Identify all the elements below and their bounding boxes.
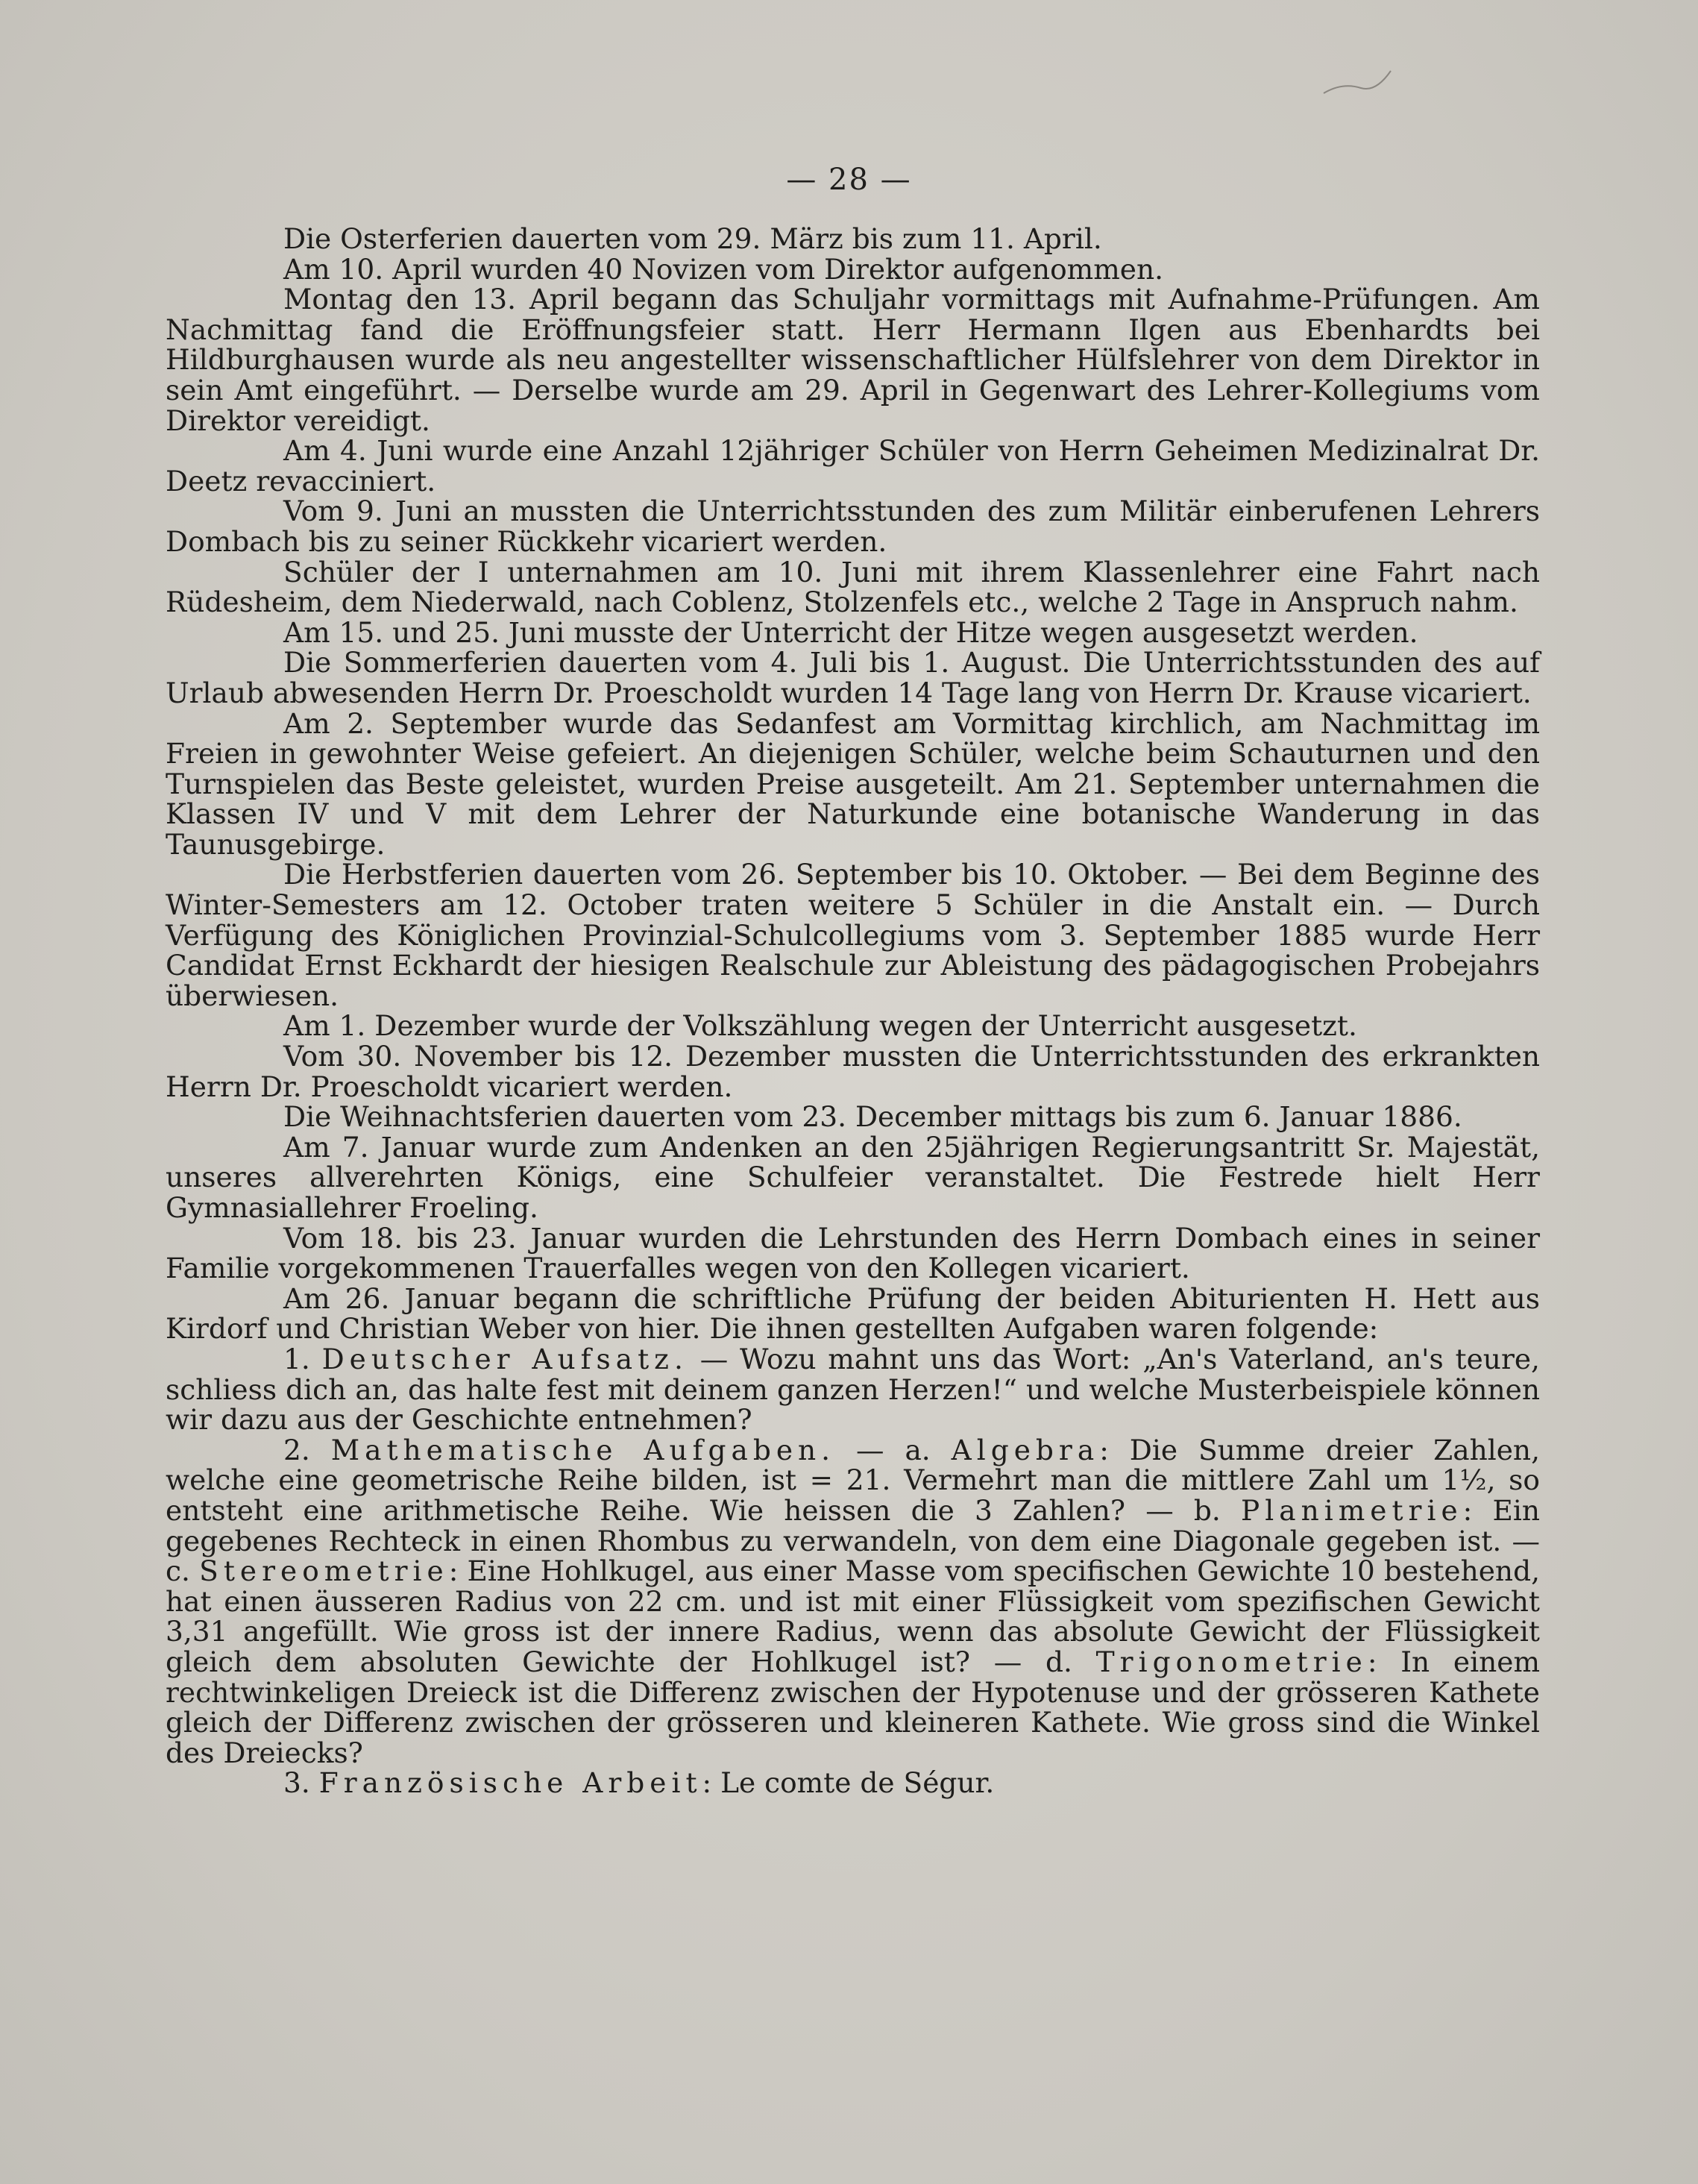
paragraph: Am 4. Juni wurde eine Anzahl 12jähriger Schüler von Herrn Geheimen Medizinalrat Dr. Deetz revacciniert. xyxy=(166,434,1540,498)
spaced-heading: Trigonometrie xyxy=(1095,1645,1368,1678)
paragraph: Die Weihnachtsferien dauerten vom 23. December mittags bis zum 6. Januar 1886. xyxy=(283,1100,1462,1134)
paragraph: Schüler der I unternahmen am 10. Juni mit ihrem Klassenlehrer eine Fahrt nach Rüdesheim, dem Niederwald, nach Coblenz, Stolzenfels etc., welche 2 Tage in Anspruch nahm. xyxy=(166,555,1540,619)
body-text xyxy=(166,224,1540,1798)
spaced-heading: Mathematische Aufgaben. xyxy=(330,1433,836,1466)
paragraph: Die Sommerferien dauerten vom 4. Juli bis 1. August. Die Unterrichtsstunden des auf Urlaub abwesenden Herrn Dr. Proescholdt wurden 14 Tage lang von Herrn Dr. Krause vicariert. xyxy=(166,646,1540,709)
paragraph: Am 7. Januar wurde zum Andenken an den 25jährigen Regierungsantritt Sr. Majestät, unseres allverehrten Königs, eine Schulfeier veranstaltet. Die Festrede hielt Herr Gymnasiallehrer Froeling. xyxy=(166,1130,1540,1224)
paragraph: Vom 9. Juni an mussten die Unterrichtsstunden des zum Militär einberufenen Lehrers Dombach bis zu seiner Rückkehr vicariert werden. xyxy=(166,495,1540,558)
spaced-heading: Algebra xyxy=(951,1433,1100,1466)
paragraph: Vom 18. bis 23. Januar wurden die Lehrstunden des Herrn Dombach eines in seiner Familie vorgekommenen Trauerfalles wegen von den Kollegen vicariert. xyxy=(166,1221,1540,1285)
spaced-heading: Deutscher Aufsatz. xyxy=(321,1342,688,1375)
paragraph: 1. Deutscher Aufsatz. — Wozu mahnt uns das Wort: „An's Vaterland, an's teure, schliess dich an, das halte fest mit deinem ganzen Herzen!“ und welche Musterbeispiele können wir dazu aus der Geschichte entnehmen? xyxy=(166,1342,1540,1437)
spaced-heading: Planimetrie xyxy=(1240,1493,1463,1527)
pencil-mark xyxy=(1320,60,1409,104)
paragraph: 3. Französische Arbeit: Le comte de Ségur. xyxy=(283,1766,995,1800)
paragraph: Die Osterferien dauerten vom 29. März bis zum 11. April. xyxy=(283,222,1102,255)
paragraph: Am 10. April wurden 40 Novizen vom Direktor aufgenommen. xyxy=(283,252,1164,286)
paragraph: Am 26. Januar begann die schriftliche Prüfung der beiden Abiturienten H. Hett aus Kirdorf und Christian Weber von hier. Die ihnen gestellten Aufgaben waren folgende: xyxy=(166,1281,1540,1346)
paragraph: Am 2. September wurde das Sedanfest am Vormittag kirchlich, am Nachmittag im Freien in gewohnter Weise gefeiert. An diejenigen Schüler, welche beim Schauturnen und den Turnspielen das Beste geleistet, wurden Preise ausgeteilt. Am 21. September unternahmen die Klassen IV und V mit dem Lehrer der Naturkunde eine botanische Wanderung in das Taunusgebirge. xyxy=(166,706,1540,861)
spaced-heading: Französische Arbeit xyxy=(318,1766,702,1800)
paragraph: 2. Mathematische Aufgaben. — a. Algebra: Die Summe dreier Zahlen, welche eine geometrische Reihe bilden, ist = 21. Vermehrt man die mittlere Zahl um 1½, so entsteht eine arithmetische Reihe. Wie heissen die 3 Zahlen? — b. Planimetrie: Ein gegebenes Rechteck in einen Rhombus zu verwandeln, von dem eine Diagonale gegeben ist. — c. Stereometrie: Eine Hohlkugel, aus einer Masse vom specifischen Gewichte 10 bestehend, hat einen äusseren Radius von 22 cm. und ist mit einer Flüssigkeit vom spezifischen Gewicht 3,31 angefüllt. Wie gross ist der innere Radius, wenn das absolute Gewicht der Flüssigkeit gleich dem absoluten Gewichte der Hohlkugel ist? — d. Trigonometrie: In einem rechtwinkeligen Dreieck ist die Differenz zwischen der Hypotenuse und der grösseren Kathete gleich der Differenz zwischen der grösseren und kleineren Kathete. Wie gross sind die Winkel des Dreiecks? xyxy=(166,1433,1541,1769)
paragraph: Am 15. und 25. Juni musste der Unterricht der Hitze wegen ausgesetzt werden. xyxy=(283,615,1418,649)
spaced-heading: Stereometrie xyxy=(199,1554,449,1588)
page-number: — 28 — xyxy=(786,163,912,197)
paragraph: Die Herbstferien dauerten vom 26. September bis 10. Oktober. — Bei dem Beginne des Winter-Semesters am 12. October traten weitere 5 Schüler in die Anstalt ein. — Durch Verfügung des Königlichen Provinzial-Schulcollegiums vom 3. September 1885 wurde Herr Candidat Ernst Eckhardt der hiesigen Realschule zur Ableistung des pädagogischen Probejahrs überwiesen. xyxy=(166,858,1540,1012)
paragraph: Vom 30. November bis 12. Dezember mussten die Unterrichtsstunden des erkrankten Herrn Dr. Proescholdt vicariert werden. xyxy=(166,1040,1540,1103)
paragraph: Am 1. Dezember wurde der Volkszählung wegen der Unterricht ausgesetzt. xyxy=(283,1009,1357,1043)
paragraph: Montag den 13. April begann das Schuljahr vormittags mit Aufnahme-Prüfungen. Am Nachmittag fand die Eröffnungsfeier statt. Herr Hermann Ilgen aus Ebenhardts bei Hildburghausen wurde als neu angestellter wissenschaftlicher Hülfslehrer von dem Direktor in sein Amt eingeführt. — Derselbe wurde am 29. April in Gegenwart des Lehrer-Kollegiums vom Direktor vereidigt. xyxy=(166,283,1540,437)
